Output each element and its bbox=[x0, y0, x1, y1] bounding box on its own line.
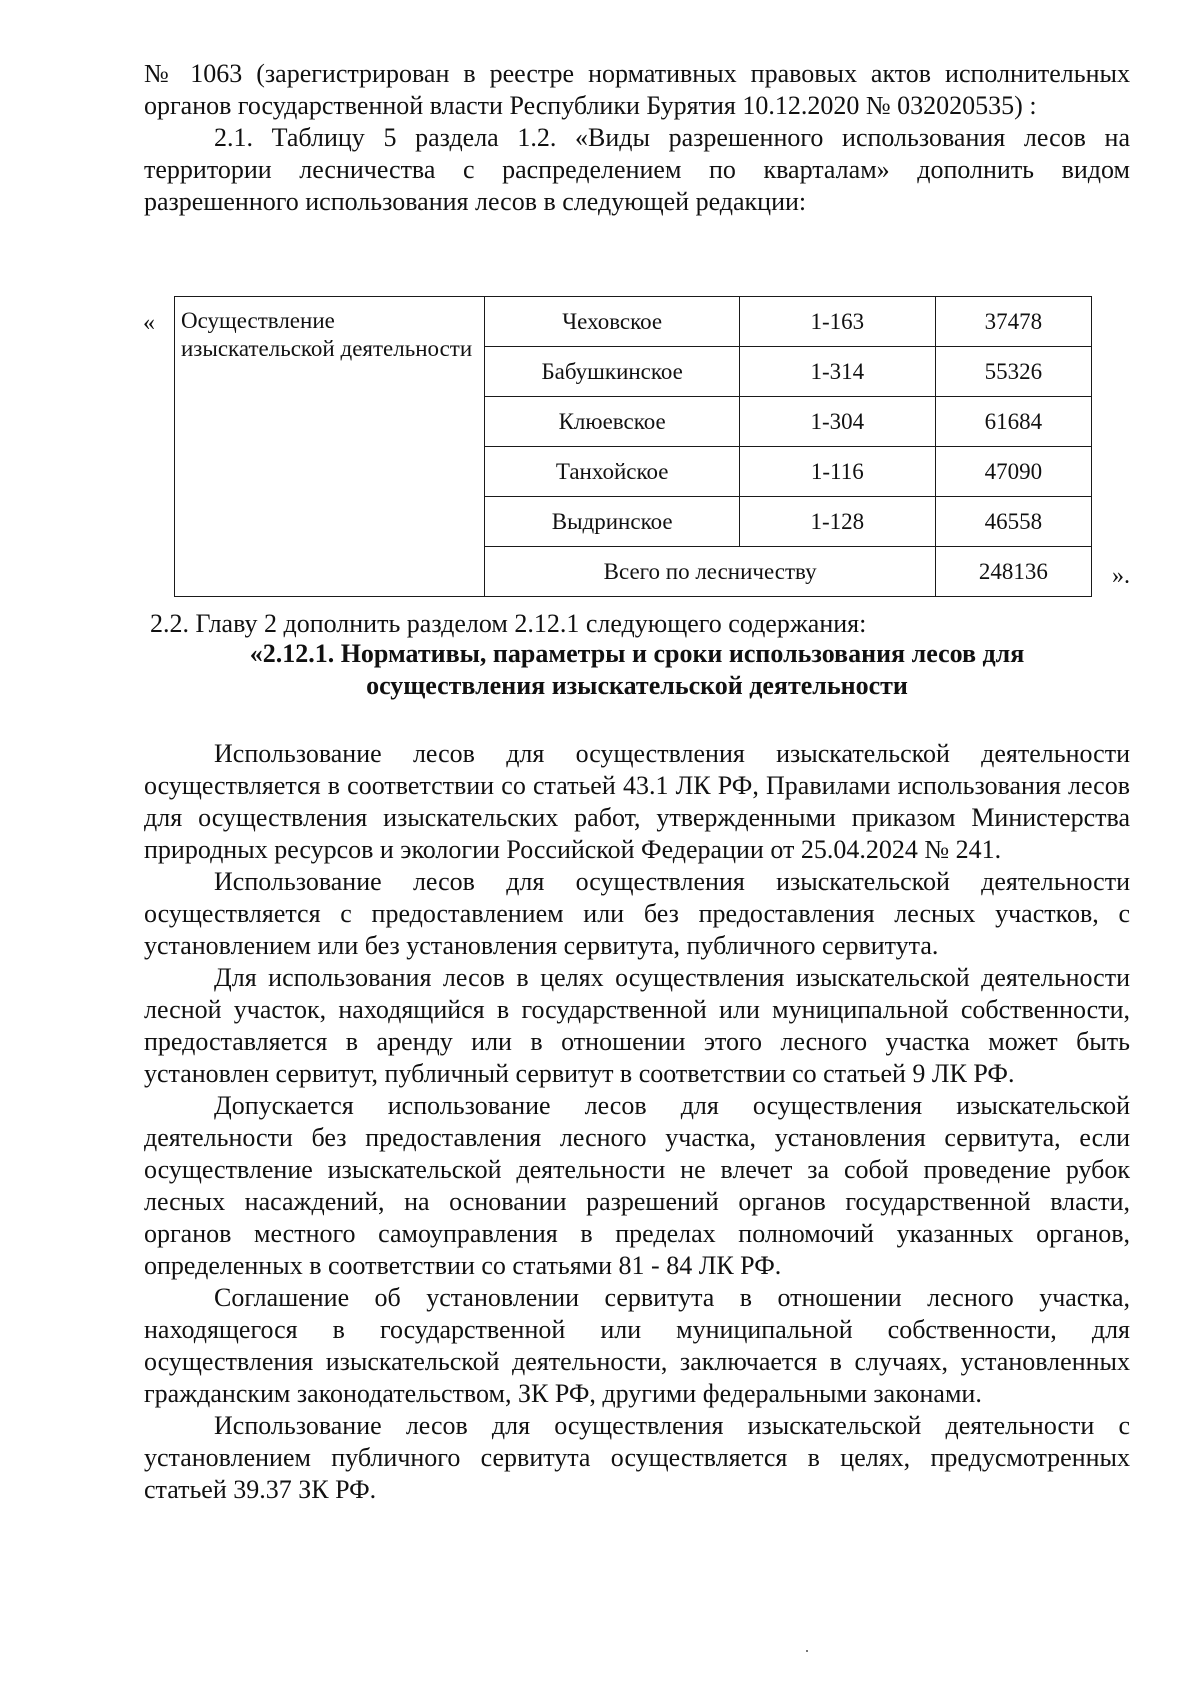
section-heading-line-2: осуществления изыскательской деятельности bbox=[366, 671, 908, 700]
area-cell: 37478 bbox=[935, 297, 1091, 347]
area-cell: 61684 bbox=[935, 397, 1091, 447]
paragraph: Использование лесов для осуществления изыскательской деятельности осуществляется в соответствии со статьей 43.1 ЛК РФ, Правилами использования лесов для осуществления изыскательских работ, утвержденными приказом Министерства природных ресурсов и экологии Российской Федерации от 25.04.2024 № 241. bbox=[144, 739, 1130, 864]
intro-block bbox=[144, 58, 1130, 218]
quarters-cell: 1-304 bbox=[739, 397, 935, 447]
quarters-cell: 1-314 bbox=[739, 347, 935, 397]
body-text bbox=[144, 738, 1130, 1506]
forestry-cell: Клюевское bbox=[485, 397, 739, 447]
quarters-cell: 1-116 bbox=[739, 447, 935, 497]
paragraph: Использование лесов для осуществления изыскательской деятельности с установлением публичного сервитута осуществляется в целях, предусмотренных статьей 39.37 ЗК РФ. bbox=[144, 1411, 1130, 1504]
section-heading-line-1: «2.12.1. Нормативы, параметры и сроки использования лесов для bbox=[249, 639, 1025, 668]
area-cell: 46558 bbox=[935, 497, 1091, 547]
quarters-cell: 1-163 bbox=[739, 297, 935, 347]
paragraph: Соглашение об установлении сервитута в отношении лесного участка, находящегося в государственной или муниципальной собственности, для осуществления изыскательской деятельности, заключается в случаях, установленных гражданским законодательством, ЗК РФ, другими федеральными законами. bbox=[144, 1283, 1130, 1408]
total-value-cell: 248136 bbox=[935, 547, 1091, 597]
point-2-2: 2.2. Главу 2 дополнить разделом 2.12.1 следующего содержания: bbox=[150, 609, 867, 638]
paragraph: Допускается использование лесов для осуществления изыскательской деятельности без предоставления лесного участка, установления сервитута, если осуществление изыскательской деятельности не влечет за собой проведение рубок лесных насаждений, на основании разрешений органов государственной власти, органов местного самоуправления в пределах полномочий указанных органов, определенных в соответствии со статьями 81 - 84 ЛК РФ. bbox=[144, 1091, 1130, 1280]
intro-continuation: № 1063 (зарегистрирован в реестре нормативных правовых актов исполнительных органов государственной власти Республики Бурятия 10.12.2020 № 032020535) : bbox=[144, 59, 1130, 120]
area-cell: 55326 bbox=[935, 347, 1091, 397]
forestry-cell: Танхойское bbox=[485, 447, 739, 497]
quarters-cell: 1-128 bbox=[739, 497, 935, 547]
table-open-quote: « bbox=[143, 310, 155, 336]
forestry-cell: Бабушкинское bbox=[485, 347, 739, 397]
point-2-1: 2.1. Таблицу 5 раздела 1.2. «Виды разрешенного использования лесов на территории лесничества с распределением по кварталам» дополнить видом разрешенного использования лесов в следующей редакции: bbox=[144, 123, 1130, 216]
paragraph: Для использования лесов в целях осуществления изыскательской деятельности лесной участок, находящийся в государственной или муниципальной собственности, предоставляется в аренду или в отношении этого лесного участка может быть установлен сервитут, публичный сервитут в соответствии со статьей 9 ЛК РФ. bbox=[144, 963, 1130, 1088]
scan-speck bbox=[806, 1650, 808, 1652]
total-label-cell: Всего по лесничеству bbox=[485, 547, 935, 597]
paragraph: Использование лесов для осуществления изыскательской деятельности осуществляется с предоставлением или без предоставления лесных участков, с установлением или без установления сервитута, публичного сервитута. bbox=[144, 867, 1130, 960]
forest-use-table bbox=[174, 296, 1092, 597]
table-close-quote: ». bbox=[1112, 563, 1130, 589]
area-cell: 47090 bbox=[935, 447, 1091, 497]
forestry-cell: Выдринское bbox=[485, 497, 739, 547]
table-row bbox=[175, 297, 1092, 347]
forestry-cell: Чеховское bbox=[485, 297, 739, 347]
activity-cell: Осуществление изыскательской деятельности bbox=[175, 297, 485, 597]
